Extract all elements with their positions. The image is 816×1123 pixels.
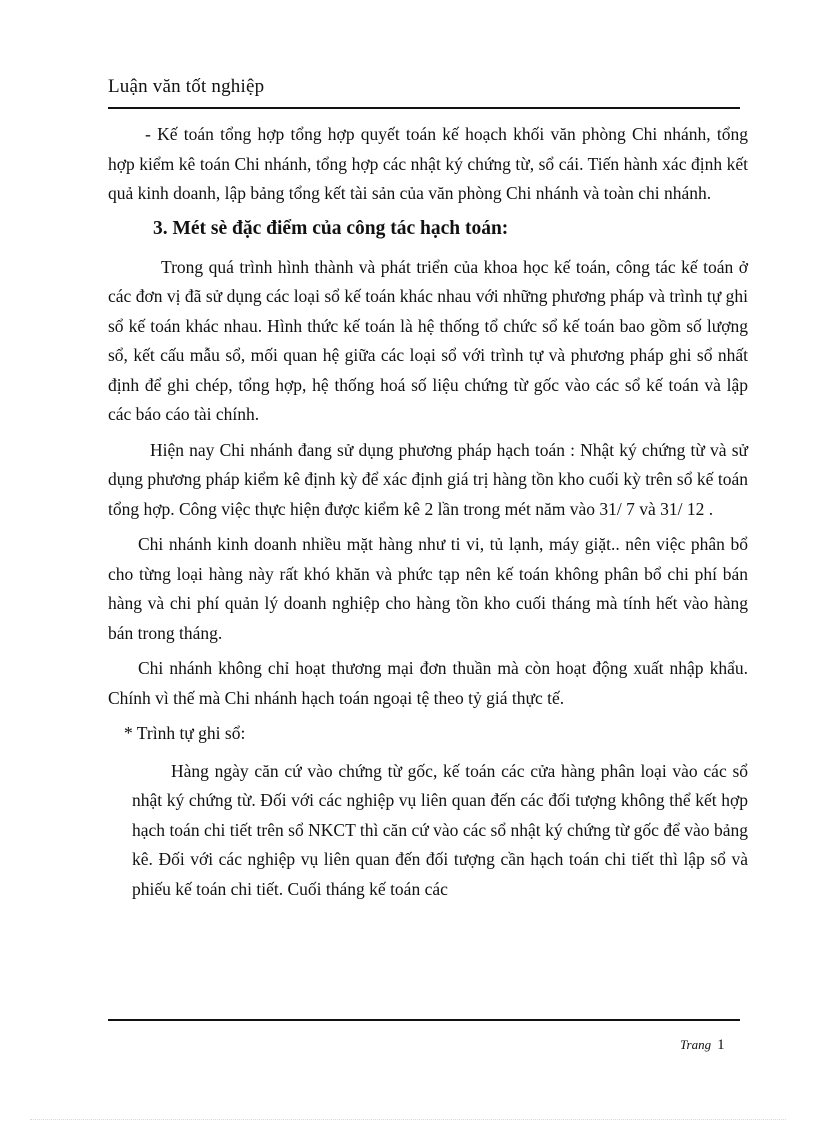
section-heading: 3. Mét sè đặc điểm của công tác hạch toán: bbox=[153, 217, 509, 239]
paragraph-6: Hàng ngày căn cứ vào chứng từ gốc, kế toán các cửa hàng phân loại vào các sổ nhật ký chứng từ. Đối với các nghiệp vụ liên quan đến các đối tượng không thể kết hợp hạch toán chi tiết trên sổ NKCT thì căn cứ vào các sổ nhật ký chứng từ gốc để vào bảng kê. Đối với các nghiệp vụ liên quan đến đối tượng cần hạch toán chi tiết thì lập sổ và phiếu kế toán chi tiết. Cuối tháng kế toán các bbox=[132, 760, 748, 899]
body-text bbox=[108, 120, 748, 910]
page-number-value: 1 bbox=[717, 1037, 725, 1053]
bullet-heading: * Trình tự ghi sổ: bbox=[124, 723, 246, 743]
paragraph-2: Trong quá trình hình thành và phát triển của khoa học kế toán, công tác kế toán ở các đơn vị đã sử dụng các loại sổ kế toán khác nhau với những phương pháp và trình tự ghi sổ kế toán khác nhau. Hình thức kế toán là hệ thống tổ chức sổ kế toán bao gồm số lượng sổ, kết cấu mẫu sổ, mối quan hệ giữa các loại sổ với trình tự và phương pháp ghi sổ nhất định để ghi chép, tổng hợp, hệ thống hoá số liệu chứng từ gốc vào các sổ kế toán và lập các báo cáo tài chính. bbox=[108, 256, 748, 424]
running-header-title: Luận văn tốt nghiệp bbox=[108, 76, 265, 97]
paragraph-3: Hiện nay Chi nhánh đang sử dụng phương pháp hạch toán : Nhật ký chứng từ và sử dụng phương pháp kiểm kê định kỳ để xác định giá trị hàng tồn kho cuối kỳ trên sổ kế toán tổng hợp. Công việc thực hiện được kiểm kê 2 lần trong mét năm vào 31/ 7 và 31/ 12 . bbox=[108, 439, 748, 519]
page-bottom-border bbox=[30, 1119, 786, 1120]
page-label: Trang bbox=[680, 1037, 712, 1052]
page-number bbox=[680, 1037, 725, 1054]
paragraph-5: Chi nhánh không chỉ hoạt thương mại đơn thuần mà còn hoạt động xuất nhập khẩu. Chính vì thế mà Chi nhánh hạch toán ngoại tệ theo tỷ giá thực tế. bbox=[108, 658, 748, 708]
header-divider bbox=[108, 107, 740, 109]
paragraph-4: Chi nhánh kinh doanh nhiều mặt hàng như ti vi, tủ lạnh, máy giặt.. nên việc phân bổ cho từng loại hàng này rất khó khăn và phức tạp nên kế toán không phân bổ chi phí bán hàng và chi phí quản lý doanh nghiệp cho hàng tồn kho cuối tháng mà tính hết vào hàng bán trong tháng. bbox=[108, 534, 748, 643]
footer-divider bbox=[108, 1019, 740, 1021]
paragraph-1: - Kế toán tổng hợp tổng hợp quyết toán kế hoạch khối văn phòng Chi nhánh, tổng hợp kiểm kê toán Chi nhánh, tổng hợp các nhật ký chứng từ, sổ cái. Tiến hành xác định kết quả kinh doanh, lập bảng tổng kết tài sản của văn phòng Chi nhánh và toàn chi nhánh. bbox=[108, 124, 748, 203]
